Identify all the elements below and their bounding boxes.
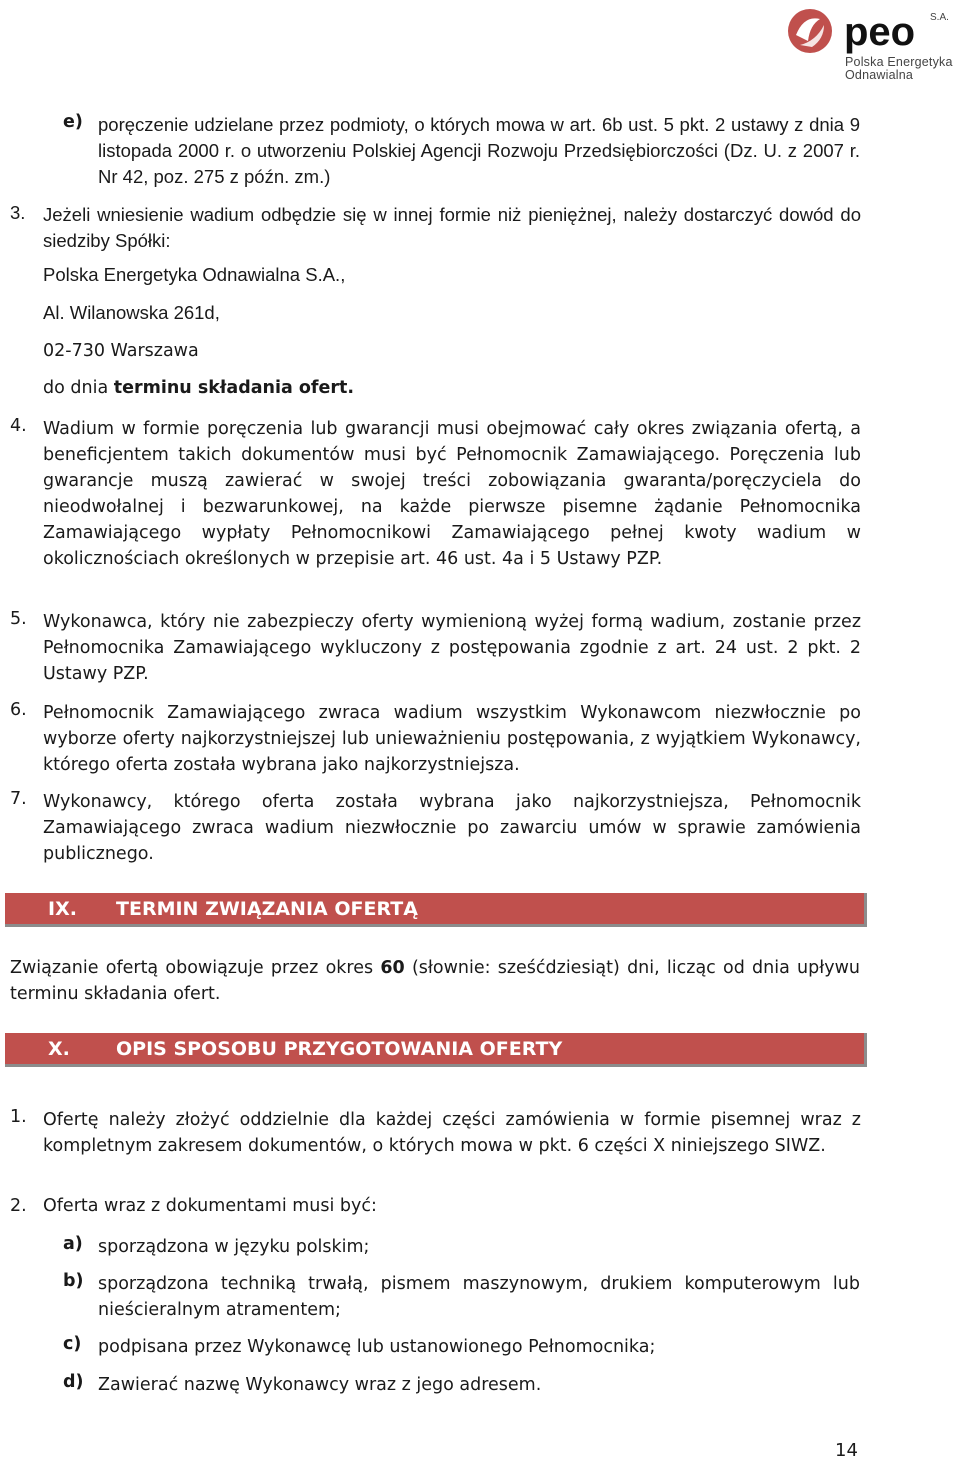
item-5-number: 5. (10, 609, 27, 629)
section-ix-number: IX. (48, 898, 77, 920)
section-heading-ix (5, 893, 867, 927)
section-x-item-1-text: Ofertę należy złożyć oddzielnie dla każdej części zamówienia w formie pisemnej wraz z kompletnym zakresem dokumentów, o których mowa w pkt. 6 części X niniejszego SIWZ. (43, 1110, 861, 1156)
subitem-c-label: c) (63, 1334, 82, 1354)
deadline-line (43, 378, 354, 398)
logo-suffix: S.A. (930, 12, 949, 23)
page-number: 14 (835, 1440, 858, 1461)
binding-period-days: 60 (380, 958, 405, 978)
section-x-number: X. (48, 1038, 70, 1060)
item-3-text: Jeżeli wniesienie wadium odbędzie się w innej formie niż pieniężnej, należy dostarczyć dowód do siedziby Spółki: (43, 204, 861, 251)
item-6-number: 6. (10, 700, 27, 720)
section-ix-text (10, 955, 860, 1007)
logo-line-1: Polska Energetyka (845, 55, 953, 69)
section-x-title: OPIS SPOSOBU PRZYGOTOWANIA OFERTY (116, 1038, 563, 1060)
address-company: Polska Energetyka Odnawialna S.A., (43, 264, 346, 285)
subitem-a-text: sporządzona w języku polskim; (98, 1237, 370, 1257)
section-ix-title: TERMIN ZWIĄZANIA OFERTĄ (116, 898, 418, 920)
item-e-label: e) (63, 112, 83, 132)
section-heading-x (5, 1033, 867, 1067)
subitem-b-label: b) (63, 1271, 84, 1291)
item-5-text: Wykonawca, który nie zabezpieczy oferty wymienioną wyżej formą wadium, zostanie przez Pełnomocnika Zamawiającego wykluczony z postępowania zgodnie z art. 24 ust. 2 pkt. 2 Ustawy PZP. (43, 612, 861, 684)
subitem-d-label: d) (63, 1372, 84, 1392)
section-x-item-1-number: 1. (10, 1107, 27, 1127)
item-3-number: 3. (10, 202, 26, 223)
section-x-item-2-number: 2. (10, 1196, 27, 1216)
item-4-number: 4. (10, 416, 27, 436)
subitem-d-text: Zawierać nazwę Wykonawcy wraz z jego adresem. (98, 1375, 542, 1395)
deadline-bold: terminu składania ofert. (113, 378, 355, 398)
item-e-text: poręczenie udzielane przez podmioty, o których mowa w art. 6b ust. 5 pkt. 2 ustawy z dnia 9 listopada 2000 r. o utworzeniu Polskiej Agencji Rozwoju Przedsiębiorczości (Dz. U. z 2007 r. Nr 42, poz. 275 z późn. zm.) (98, 114, 860, 187)
binding-period-before: Związanie ofertą obowiązuje przez okres (10, 958, 381, 978)
subitem-c-text: podpisana przez Wykonawcę lub ustanowionego Pełnomocnika; (98, 1337, 656, 1357)
deadline-prefix: do dnia (43, 378, 114, 398)
address-city: 02-730 Warszawa (43, 341, 199, 361)
item-6-text: Pełnomocnik Zamawiającego zwraca wadium wszystkim Wykonawcom niezwłocznie po wyborze oferty najkorzystniejszej lub unieważnieniu postępowania, z wyjątkiem Wykonawcy, którego oferta została wybrana jako najkorzystniejsza. (43, 703, 861, 775)
svg-text:peo: peo (844, 10, 916, 54)
item-7-number: 7. (10, 789, 27, 809)
logo-tagline (845, 56, 953, 82)
section-x-item-2-text: Oferta wraz z dokumentami musi być: (43, 1196, 377, 1216)
item-4-text: Wadium w formie poręczenia lub gwarancji musi obejmować cały okres związania ofertą, a beneficjentem takich dokumentów musi być Pełnomocnik Zamawiającego. Poręczenia lub gwarancje muszą zawierać w swojej treści zobowiązania gwaranta/poręczyciela do nieodwołalnej i bezwarunkowej, na każde pierwsze pisemne żądanie Pełnomocnika Zamawiającego wypłaty Pełnomocnikowi Zamawiającego pełnej kwoty wadium w okolicznościach określonych w przepisie art. 46 ust. 4a i 5 Ustawy PZP. (43, 419, 861, 569)
address-street: Al. Wilanowska 261d, (43, 302, 220, 323)
subitem-a-label: a) (63, 1234, 83, 1254)
logo-line-2: Odnawialna (845, 68, 914, 82)
item-7-text: Wykonawcy, którego oferta została wybrana jako najkorzystniejsza, Pełnomocnik Zamawiającego zwraca wadium niezwłocznie po zawarciu umów w sprawie zamówienia publicznego. (43, 792, 861, 864)
subitem-b-text: sporządzona techniką trwałą, pismem maszynowym, drukiem komputerowym lub nieścieralnym atramentem; (98, 1274, 860, 1320)
binding-period-after: (słownie: sześćdziesiąt) dni, licząc od dnia upływu terminu składania ofert. (10, 958, 860, 1004)
